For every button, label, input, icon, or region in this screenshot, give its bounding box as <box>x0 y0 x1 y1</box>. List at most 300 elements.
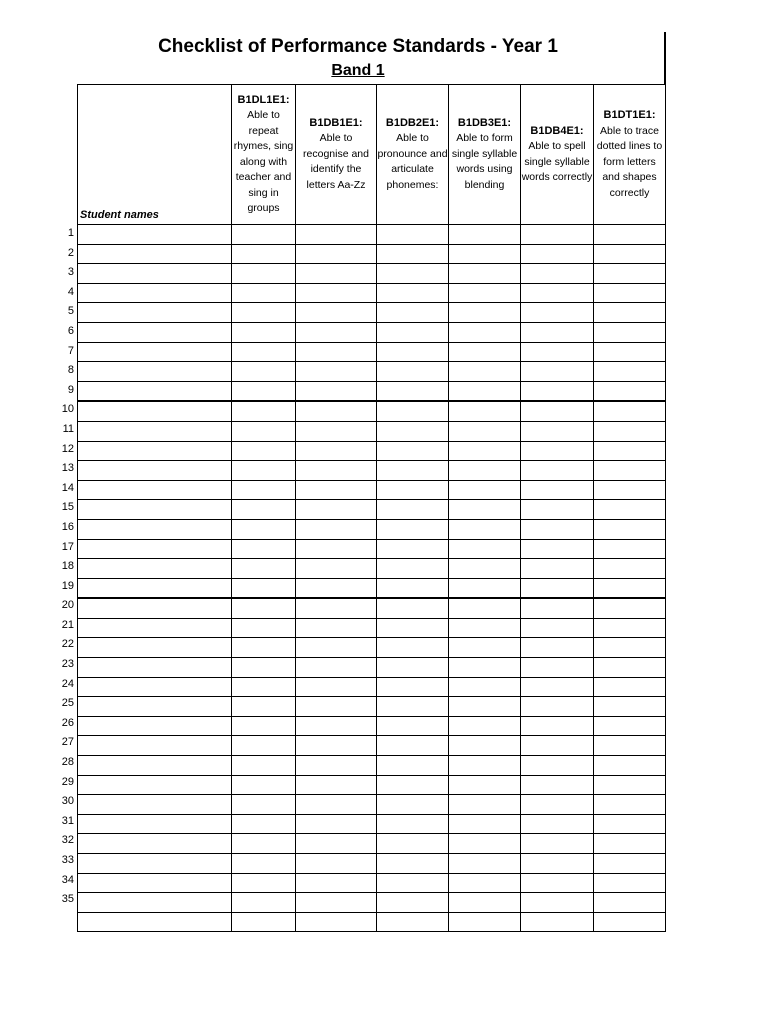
checklist-cell[interactable] <box>296 873 377 893</box>
checklist-cell[interactable] <box>377 697 449 717</box>
student-name-cell[interactable] <box>78 244 232 264</box>
checklist-cell[interactable] <box>232 264 296 284</box>
checklist-cell[interactable] <box>521 342 594 362</box>
checklist-cell[interactable] <box>296 264 377 284</box>
checklist-cell[interactable] <box>449 322 521 342</box>
standard-description: Able to trace dotted lines to form letters and shapes correctly <box>596 124 663 199</box>
checklist-cell[interactable] <box>521 873 594 893</box>
student-name-cell[interactable] <box>78 559 232 579</box>
checklist-cell[interactable] <box>232 697 296 717</box>
table-row <box>78 756 666 776</box>
checklist-cell[interactable] <box>594 480 666 500</box>
checklist-cell[interactable] <box>377 480 449 500</box>
checklist-cell[interactable] <box>296 893 377 913</box>
row-number: 27 <box>61 736 74 749</box>
checklist-cell[interactable] <box>521 598 594 618</box>
table-row <box>78 322 666 342</box>
table-row <box>78 814 666 834</box>
student-name-cell[interactable] <box>78 638 232 658</box>
table-row <box>78 441 666 461</box>
checklist-cell[interactable] <box>521 441 594 461</box>
row-number: 4 <box>67 285 74 298</box>
checklist-cell[interactable] <box>521 814 594 834</box>
checklist-cell[interactable] <box>232 598 296 618</box>
table-row <box>78 618 666 638</box>
checklist-cell[interactable] <box>521 225 594 245</box>
checklist-cell[interactable] <box>594 658 666 678</box>
checklist-cell[interactable] <box>232 539 296 559</box>
checklist-cell[interactable] <box>449 775 521 795</box>
checklist-cell[interactable] <box>232 578 296 598</box>
checklist-cell[interactable] <box>232 303 296 323</box>
checklist-cell[interactable] <box>232 756 296 776</box>
student-name-cell[interactable] <box>78 322 232 342</box>
checklist-cell[interactable] <box>449 716 521 736</box>
checklist-cell[interactable] <box>449 598 521 618</box>
checklist-cell[interactable] <box>594 401 666 421</box>
checklist-cell[interactable] <box>377 854 449 874</box>
checklist-cell[interactable] <box>296 461 377 481</box>
checklist-cell[interactable] <box>296 362 377 382</box>
student-name-cell[interactable] <box>78 795 232 815</box>
checklist-cell[interactable] <box>296 736 377 756</box>
checklist-cell[interactable] <box>449 500 521 520</box>
checklist-cell[interactable] <box>449 854 521 874</box>
checklist-cell[interactable] <box>449 303 521 323</box>
checklist-cell[interactable] <box>449 381 521 401</box>
table-row <box>78 697 666 717</box>
checklist-cell[interactable] <box>521 362 594 382</box>
checklist-cell[interactable] <box>232 912 296 932</box>
student-name-cell[interactable] <box>78 362 232 382</box>
row-number: 14 <box>61 481 74 494</box>
checklist-cell[interactable] <box>521 303 594 323</box>
checklist-cell[interactable] <box>521 775 594 795</box>
table-row <box>78 519 666 539</box>
checklist-cell[interactable] <box>594 322 666 342</box>
checklist-cell[interactable] <box>521 736 594 756</box>
checklist-cell[interactable] <box>449 519 521 539</box>
checklist-cell[interactable] <box>594 539 666 559</box>
checklist-cell[interactable] <box>521 638 594 658</box>
row-number: 17 <box>61 540 74 553</box>
table-row <box>78 598 666 618</box>
checklist-cell[interactable] <box>377 500 449 520</box>
checklist-cell[interactable] <box>594 697 666 717</box>
checklist-cell[interactable] <box>521 500 594 520</box>
checklist-cell[interactable] <box>232 519 296 539</box>
checklist-cell[interactable] <box>594 795 666 815</box>
checklist-cell[interactable] <box>521 578 594 598</box>
student-name-cell[interactable] <box>78 814 232 834</box>
checklist-cell[interactable] <box>521 421 594 441</box>
student-name-cell[interactable] <box>78 697 232 717</box>
checklist-cell[interactable] <box>296 283 377 303</box>
checklist-cell[interactable] <box>594 854 666 874</box>
row-number: 3 <box>67 266 74 279</box>
checklist-cell[interactable] <box>449 264 521 284</box>
row-number: 16 <box>61 520 74 533</box>
checklist-cell[interactable] <box>296 912 377 932</box>
student-name-cell[interactable] <box>78 441 232 461</box>
checklist-cell[interactable] <box>232 893 296 913</box>
row-number: 29 <box>61 775 74 788</box>
checklist-cell[interactable] <box>296 303 377 323</box>
standard-description: Able to recognise and identify the letters Aa-Zz <box>303 132 369 191</box>
checklist-cell[interactable] <box>449 658 521 678</box>
row-number: 23 <box>61 658 74 671</box>
standard-header <box>296 85 377 225</box>
student-name-cell[interactable] <box>78 519 232 539</box>
checklist-cell[interactable] <box>521 618 594 638</box>
checklist-cell[interactable] <box>232 795 296 815</box>
checklist-cell[interactable] <box>377 736 449 756</box>
checklist-cell[interactable] <box>377 873 449 893</box>
standard-code: B1DT1E1: <box>603 109 656 121</box>
standard-header <box>449 85 521 225</box>
checklist-cell[interactable] <box>594 303 666 323</box>
checklist-cell[interactable] <box>296 381 377 401</box>
table-row <box>78 658 666 678</box>
standard-code: B1DB4E1: <box>530 124 584 137</box>
checklist-cell[interactable] <box>296 578 377 598</box>
student-name-cell[interactable] <box>78 461 232 481</box>
checklist-cell[interactable] <box>449 795 521 815</box>
checklist-cell[interactable] <box>594 421 666 441</box>
checklist-cell[interactable] <box>377 421 449 441</box>
student-name-cell[interactable] <box>78 677 232 697</box>
checklist-cell[interactable] <box>377 401 449 421</box>
checklist-cell[interactable] <box>296 519 377 539</box>
checklist-cell[interactable] <box>449 283 521 303</box>
checklist-cell[interactable] <box>377 322 449 342</box>
checklist-cell[interactable] <box>296 480 377 500</box>
checklist-cell[interactable] <box>296 342 377 362</box>
checklist-cell[interactable] <box>377 539 449 559</box>
standard-header <box>521 85 594 225</box>
checklist-cell[interactable] <box>521 559 594 579</box>
student-name-cell[interactable] <box>78 598 232 618</box>
checklist-cell[interactable] <box>377 244 449 264</box>
checklist-cell[interactable] <box>594 638 666 658</box>
checklist-cell[interactable] <box>521 716 594 736</box>
checklist-cell[interactable] <box>594 873 666 893</box>
checklist-cell[interactable] <box>594 834 666 854</box>
checklist-cell[interactable] <box>521 893 594 913</box>
checklist-cell[interactable] <box>296 441 377 461</box>
student-name-cell[interactable] <box>78 225 232 245</box>
student-name-cell[interactable] <box>78 283 232 303</box>
checklist-cell[interactable] <box>232 736 296 756</box>
checklist-cell[interactable] <box>232 421 296 441</box>
checklist-cell[interactable] <box>377 461 449 481</box>
checklist-cell[interactable] <box>594 814 666 834</box>
checklist-cell[interactable] <box>449 421 521 441</box>
checklist-cell[interactable] <box>232 322 296 342</box>
student-name-cell[interactable] <box>78 480 232 500</box>
student-name-cell[interactable] <box>78 775 232 795</box>
checklist-cell[interactable] <box>296 638 377 658</box>
checklist-cell[interactable] <box>449 342 521 362</box>
student-name-cell[interactable] <box>78 893 232 913</box>
student-name-cell[interactable] <box>78 381 232 401</box>
checklist-cell[interactable] <box>232 638 296 658</box>
checklist-cell[interactable] <box>521 519 594 539</box>
student-name-cell[interactable] <box>78 912 232 932</box>
student-name-cell[interactable] <box>78 873 232 893</box>
standard-header <box>232 85 296 225</box>
checklist-cell[interactable] <box>377 264 449 284</box>
checklist-cell[interactable] <box>521 283 594 303</box>
checklist-cell[interactable] <box>521 264 594 284</box>
checklist-cell[interactable] <box>449 578 521 598</box>
checklist-cell[interactable] <box>377 893 449 913</box>
checklist-cell[interactable] <box>594 500 666 520</box>
checklist-cell[interactable] <box>296 244 377 264</box>
checklist-cell[interactable] <box>521 658 594 678</box>
checklist-cell[interactable] <box>377 342 449 362</box>
checklist-cell[interactable] <box>449 441 521 461</box>
checklist-cell[interactable] <box>296 539 377 559</box>
checklist-cell[interactable] <box>377 716 449 736</box>
checklist-cell[interactable] <box>594 598 666 618</box>
checklist-cell[interactable] <box>296 401 377 421</box>
checklist-cell[interactable] <box>449 461 521 481</box>
checklist-cell[interactable] <box>449 225 521 245</box>
checklist-cell[interactable] <box>377 578 449 598</box>
checklist-cell[interactable] <box>594 677 666 697</box>
checklist-cell[interactable] <box>521 834 594 854</box>
checklist-cell[interactable] <box>449 401 521 421</box>
checklist-cell[interactable] <box>377 303 449 323</box>
student-name-cell[interactable] <box>78 539 232 559</box>
checklist-cell[interactable] <box>377 658 449 678</box>
table-row <box>78 677 666 697</box>
checklist-cell[interactable] <box>377 362 449 382</box>
checklist-cell[interactable] <box>296 322 377 342</box>
table-row <box>78 283 666 303</box>
checklist-cell[interactable] <box>521 677 594 697</box>
checklist-cell[interactable] <box>377 834 449 854</box>
checklist-cell[interactable] <box>449 912 521 932</box>
checklist-cell[interactable] <box>232 283 296 303</box>
checklist-cell[interactable] <box>594 362 666 382</box>
checklist-cell[interactable] <box>232 480 296 500</box>
checklist-cell[interactable] <box>449 539 521 559</box>
checklist-cell[interactable] <box>296 559 377 579</box>
checklist-cell[interactable] <box>449 480 521 500</box>
standard-code: B1DB3E1: <box>457 116 512 129</box>
checklist-cell[interactable] <box>232 401 296 421</box>
row-number: 11 <box>62 422 74 435</box>
checklist-cell[interactable] <box>521 539 594 559</box>
row-number: 2 <box>67 246 74 259</box>
checklist-cell[interactable] <box>594 893 666 913</box>
header-row <box>78 85 666 225</box>
table-row <box>78 912 666 932</box>
checklist-cell[interactable] <box>232 716 296 736</box>
checklist-cell[interactable] <box>449 559 521 579</box>
checklist-cell[interactable] <box>232 618 296 638</box>
checklist-cell[interactable] <box>521 461 594 481</box>
student-name-cell[interactable] <box>78 421 232 441</box>
checklist-cell[interactable] <box>377 598 449 618</box>
checklist-cell[interactable] <box>296 421 377 441</box>
checklist-cell[interactable] <box>377 519 449 539</box>
checklist-cell[interactable] <box>449 697 521 717</box>
student-name-cell[interactable] <box>78 342 232 362</box>
table-row <box>78 303 666 323</box>
checklist-cell[interactable] <box>377 283 449 303</box>
checklist-cell[interactable] <box>521 912 594 932</box>
checklist-cell[interactable] <box>377 756 449 776</box>
row-number: 10 <box>61 403 74 416</box>
checklist-cell[interactable] <box>594 461 666 481</box>
standard-description: Able to repeat rhymes, sing along with teacher and sing in groups <box>233 109 294 214</box>
checklist-cell[interactable] <box>377 912 449 932</box>
checklist-cell[interactable] <box>296 775 377 795</box>
checklist-cell[interactable] <box>232 559 296 579</box>
checklist-cell[interactable] <box>232 362 296 382</box>
checklist-cell[interactable] <box>594 912 666 932</box>
checklist-cell[interactable] <box>377 559 449 579</box>
checklist-cell[interactable] <box>296 854 377 874</box>
checklist-cell[interactable] <box>521 381 594 401</box>
checklist-cell[interactable] <box>521 480 594 500</box>
checklist-cell[interactable] <box>377 814 449 834</box>
checklist-cell[interactable] <box>296 697 377 717</box>
page-title: Checklist of Performance Standards - Year 1 <box>158 36 558 57</box>
checklist-cell[interactable] <box>594 441 666 461</box>
checklist-cell[interactable] <box>594 244 666 264</box>
checklist-cell[interactable] <box>377 775 449 795</box>
row-number <box>44 910 76 930</box>
checklist-cell[interactable] <box>521 401 594 421</box>
checklist-cell[interactable] <box>594 618 666 638</box>
table-row <box>78 264 666 284</box>
table-row <box>78 854 666 874</box>
checklist-cell[interactable] <box>296 225 377 245</box>
row-number: 22 <box>61 638 74 651</box>
student-name-cell[interactable] <box>78 854 232 874</box>
checklist-cell[interactable] <box>232 814 296 834</box>
student-name-cell[interactable] <box>78 578 232 598</box>
checklist-cell[interactable] <box>449 873 521 893</box>
student-name-cell[interactable] <box>78 264 232 284</box>
checklist-cell[interactable] <box>449 244 521 264</box>
checklist-cell[interactable] <box>296 618 377 638</box>
checklist-cell[interactable] <box>232 244 296 264</box>
row-number: 25 <box>61 697 74 710</box>
checklist-cell[interactable] <box>594 283 666 303</box>
student-name-cell[interactable] <box>78 658 232 678</box>
checklist-cell[interactable] <box>449 834 521 854</box>
table-row <box>78 401 666 421</box>
checklist-cell[interactable] <box>232 381 296 401</box>
checklist-cell[interactable] <box>296 834 377 854</box>
checklist-cell[interactable] <box>449 618 521 638</box>
checklist-cell[interactable] <box>232 775 296 795</box>
checklist-cell[interactable] <box>594 775 666 795</box>
checklist-cell[interactable] <box>232 441 296 461</box>
student-name-cell[interactable] <box>78 618 232 638</box>
checklist-cell[interactable] <box>296 677 377 697</box>
table-row <box>78 775 666 795</box>
checklist-cell[interactable] <box>521 244 594 264</box>
checklist-cell[interactable] <box>296 716 377 736</box>
checklist-cell[interactable] <box>449 638 521 658</box>
checklist-cell[interactable] <box>594 559 666 579</box>
checklist-cell[interactable] <box>449 756 521 776</box>
checklist-cell[interactable] <box>521 854 594 874</box>
checklist-cell[interactable] <box>296 658 377 678</box>
checklist-cell[interactable] <box>232 834 296 854</box>
checklist-cell[interactable] <box>232 500 296 520</box>
checklist-cell[interactable] <box>296 598 377 618</box>
checklist-cell[interactable] <box>232 854 296 874</box>
checklist-cell[interactable] <box>232 658 296 678</box>
checklist-cell[interactable] <box>232 677 296 697</box>
checklist-cell[interactable] <box>594 342 666 362</box>
checklist-cell[interactable] <box>594 225 666 245</box>
checklist-cell[interactable] <box>232 461 296 481</box>
checklist-cell[interactable] <box>377 638 449 658</box>
checklist-cell[interactable] <box>377 618 449 638</box>
checklist-cell[interactable] <box>521 322 594 342</box>
row-number: 1 <box>67 227 74 239</box>
checklist-cell[interactable] <box>296 814 377 834</box>
checklist-cell[interactable] <box>449 362 521 382</box>
checklist-cell[interactable] <box>594 264 666 284</box>
student-name-cell[interactable] <box>78 756 232 776</box>
checklist-cell[interactable] <box>377 677 449 697</box>
row-number: 32 <box>61 834 74 847</box>
checklist-cell[interactable] <box>449 814 521 834</box>
checklist-cell[interactable] <box>232 225 296 245</box>
checklist-cell[interactable] <box>594 736 666 756</box>
student-name-cell[interactable] <box>78 716 232 736</box>
checklist-cell[interactable] <box>521 795 594 815</box>
student-name-cell[interactable] <box>78 736 232 756</box>
checklist-cell[interactable] <box>449 736 521 756</box>
checklist-cell[interactable] <box>449 893 521 913</box>
checklist-cell[interactable] <box>377 441 449 461</box>
checklist-cell[interactable] <box>232 342 296 362</box>
checklist-cell[interactable] <box>377 381 449 401</box>
student-name-cell[interactable] <box>78 834 232 854</box>
student-name-cell[interactable] <box>78 303 232 323</box>
checklist-cell[interactable] <box>296 500 377 520</box>
checklist-cell[interactable] <box>449 677 521 697</box>
table-row <box>78 244 666 264</box>
student-name-cell[interactable] <box>78 401 232 421</box>
checklist-cell[interactable] <box>594 519 666 539</box>
checklist-cell[interactable] <box>594 756 666 776</box>
checklist-cell[interactable] <box>377 225 449 245</box>
checklist-cell[interactable] <box>521 756 594 776</box>
checklist-cell[interactable] <box>594 578 666 598</box>
checklist-cell[interactable] <box>232 873 296 893</box>
checklist-cell[interactable] <box>594 381 666 401</box>
checklist-cell[interactable] <box>296 756 377 776</box>
checklist-cell[interactable] <box>521 697 594 717</box>
table-row <box>78 225 666 245</box>
checklist-cell[interactable] <box>594 716 666 736</box>
student-name-cell[interactable] <box>78 500 232 520</box>
checklist-cell[interactable] <box>296 795 377 815</box>
row-number: 34 <box>61 873 74 886</box>
checklist-cell[interactable] <box>377 795 449 815</box>
